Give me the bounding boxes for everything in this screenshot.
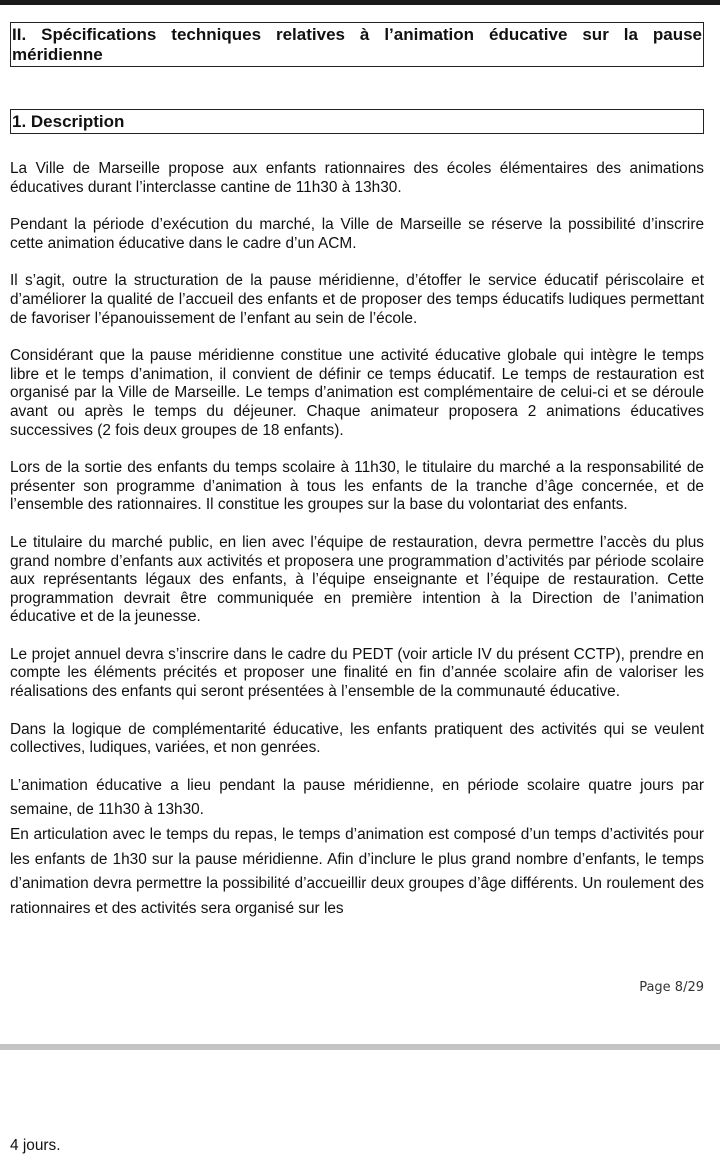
top-border xyxy=(0,0,720,5)
paragraph: Pendant la période d’exécution du marché, la Ville de Marseille se réserve la possibilité d’inscrire cette animation éducative dans le cadre d’un ACM. xyxy=(10,216,704,252)
paragraph: La Ville de Marseille propose aux enfants rationnaires des écoles élémentaires des animations éducatives durant l’interclasse cantine de 11h30 à 13h30. xyxy=(10,160,704,196)
continuation-text: 4 jours. xyxy=(10,1137,61,1154)
page-separator xyxy=(0,1044,720,1050)
paragraph: Lors de la sortie des enfants du temps scolaire à 11h30, le titulaire du marché a la responsabilité de présenter son programme d’animation à tous les enfants de la tranche d’âge concernée, et de l’ensemble des rationnaires. Il constitue les groupes sur la base du volontariat des enfants. xyxy=(10,459,704,514)
paragraph: Considérant que la pause méridienne constitue une activité éducative globale qui intègre le temps libre et le temps d’animation, il convient de définir ce temps éducatif. Le temps de restauration est organisé par la Ville de Marseille. Le temps d’animation est complémentaire de celui-ci et se déroule avant ou après le temps du déjeuner. Chaque animateur proposera 2 animations éducatives successives (2 fois deux groupes de 18 enfants). xyxy=(10,347,704,439)
paragraph: Dans la logique de complémentarité éducative, les enfants pratiquent des activités qui se veulent collectives, ludiques, variées, et non genrées. xyxy=(10,720,704,757)
subsection-title: 1. Description xyxy=(10,109,704,134)
paragraph: Il s’agit, outre la structuration de la pause méridienne, d’étoffer le service éducatif périscolaire et d’améliorer la qualité de l’accueil des enfants et de proposer des temps éducatifs ludiques permettant de favoriser l’épanouissement de l’enfant au sein de l’école. xyxy=(10,272,704,327)
document-page xyxy=(10,20,704,921)
paragraph: L’animation éducative a lieu pendant la pause méridienne, en période scolaire quatre jours par semaine, de 11h30 à 13h30. xyxy=(10,776,704,819)
paragraph: Le titulaire du marché public, en lien avec l’équipe de restauration, devra permettre l’accès du plus grand nombre d’enfants aux activités et proposera une programmation d’activités par période scolaire aux représentants légaux des enfants, à l’équipe enseignante et l’équipe de restauration. Cette programmation devrait être communiquée en première intention à la Direction de l’animation éducative et de la jeunesse. xyxy=(10,533,704,626)
paragraph: Le projet annuel devra s’inscrire dans le cadre du PEDT (voir article IV du présent CCTP), prendre en compte les éléments précités et proposer une finalité en fin d’année scolaire afin de valoriser les réalisations des enfants qui seront présentées à l’ensemble de la communauté éducative. xyxy=(10,645,704,701)
page-number: Page 8/29 xyxy=(639,980,704,995)
paragraph: En articulation avec le temps du repas, le temps d’animation est composé d’un temps d’activités pour les enfants de 1h30 sur la pause méridienne. Afin d’inclure le plus grand nombre d’enfants, le temps d’animation devra permettre la possibilité d’accueillir deux groupes d’âge différents. Un roulement des rationnaires et des activités sera organisé sur les xyxy=(10,826,704,917)
section-title: II. Spécifications techniques relatives à l’animation éducative sur la pause méridienne xyxy=(10,22,704,67)
